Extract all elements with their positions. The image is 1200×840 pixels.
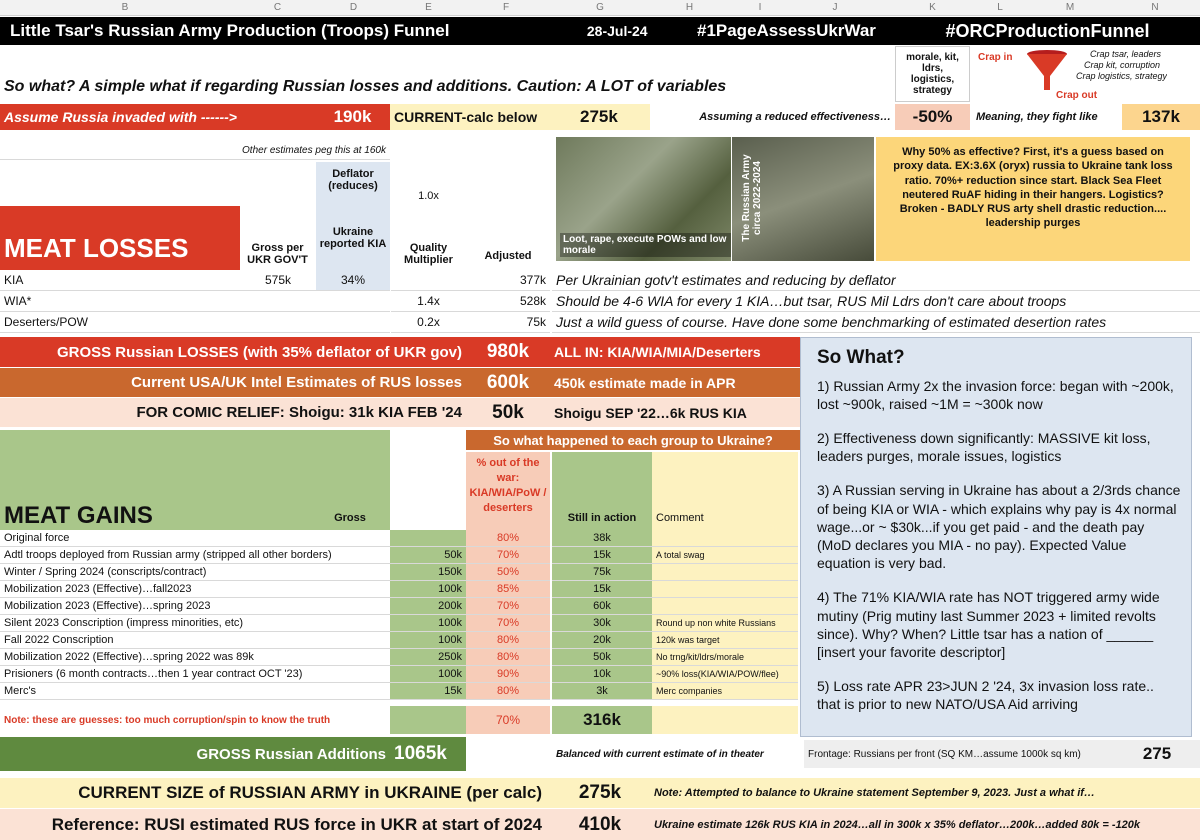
gross-losses-label: GROSS Russian LOSSES (with 35% deflator of UKR gov) xyxy=(0,337,466,367)
losses-rows xyxy=(0,270,1200,333)
gains-title: MEAT GAINS xyxy=(4,502,153,529)
table-row xyxy=(0,683,800,700)
losses-header-deflator: Ukraine reported KIA xyxy=(319,226,387,250)
title-bar xyxy=(0,17,895,45)
gain-still: 3k xyxy=(552,683,652,700)
intel-label: Current USA/UK Intel Estimates of RUS losses xyxy=(0,368,466,397)
loss-gross-wia xyxy=(240,291,316,312)
gain-still: 20k xyxy=(552,632,652,649)
loss-note-wia: Should be 4-6 WIA for every 1 KIA…but tsar, RUS Mil Ldrs don't care about troops xyxy=(552,291,1200,312)
gains-total-still: 316k xyxy=(552,706,652,734)
gain-comment xyxy=(652,530,798,547)
so-what-point-2: 2) Effectiveness down significantly: MASSIVE kit loss, leaders purges, morale issues, logistics xyxy=(817,430,1151,465)
rusi-label: Reference: RUSI estimated RUS force in UKR at start of 2024 xyxy=(0,809,550,840)
photo-side-text: The Russian Army circa 2022-2024 xyxy=(741,154,763,242)
current-calc-value: 275k xyxy=(550,104,650,130)
gain-still: 60k xyxy=(552,598,652,615)
reduced-label: Assuming a reduced effectiveness… xyxy=(699,111,891,123)
losses-header-quality-top: 1.0x xyxy=(418,190,439,202)
losses-title: MEAT LOSSES xyxy=(0,206,240,270)
comic-note: Shoigu SEP '22…6k RUS KIA xyxy=(550,398,800,427)
gain-comment xyxy=(652,598,798,615)
reduced-value: -50% xyxy=(895,104,970,130)
gain-comment: No trng/kit/ldrs/morale xyxy=(652,649,798,666)
table-row xyxy=(0,547,800,564)
current-calc-label: CURRENT-calc below xyxy=(390,104,550,130)
gains-header-gross: Gross xyxy=(334,512,366,524)
column-j[interactable]: J xyxy=(832,2,838,13)
loss-name-kia: KIA xyxy=(0,270,240,291)
gain-gross: 150k xyxy=(390,564,466,581)
column-i[interactable]: I xyxy=(758,2,762,13)
loss-name-deserters: Deserters/POW xyxy=(0,312,240,333)
meaning-value: 137k xyxy=(1122,104,1200,130)
so-what-point-4: 4) The 71% KIA/WIA rate has NOT triggered army wide mutiny (Prig mutiny last Summer 2023 + limited revolts since). Why? When? Little tsar has a nation of ______ [insert your favorite descriptor] xyxy=(817,589,1160,660)
gain-comment: 120k was target xyxy=(652,632,798,649)
gains-avg-pct: 70% xyxy=(466,706,550,734)
loss-adjusted-wia: 528k xyxy=(466,291,550,312)
why-note: Why 50% as effective? First, it's a guess based on proxy data. EX:3.6X (oryx) russia to Ukraine tank loss ratio. 70%+ reduction since start. Black Sea Fleet neutered RuAF hiding in their hangers. Logistics?Broken - BADLY RUS arty shell drastic reduction.... leadership purges xyxy=(876,137,1190,261)
gain-pct: 90% xyxy=(466,666,550,683)
frontage-value: 275 xyxy=(1114,740,1200,768)
gain-comment xyxy=(652,564,798,581)
gain-name: Mobilization 2023 (Effective)…fall2023 xyxy=(0,581,390,598)
photo-soldiers-loot xyxy=(556,137,731,261)
loss-adjusted-deserters: 75k xyxy=(466,312,550,333)
gains-header-still: Still in action xyxy=(552,452,652,530)
gain-pct: 70% xyxy=(466,615,550,632)
funnel-crap-out: Crap out xyxy=(1056,90,1098,101)
gain-gross: 15k xyxy=(390,683,466,700)
losses-header-deflator-top: Deflator (reduces) xyxy=(316,162,390,270)
table-row xyxy=(0,564,800,581)
gain-comment: A total swag xyxy=(652,547,798,564)
gains-gross-blank xyxy=(390,706,466,734)
gains-table xyxy=(0,530,800,700)
so-what-box xyxy=(800,337,1192,737)
gains-header-pct: % out of the war: KIA/WIA/PoW / deserters xyxy=(466,452,550,530)
gain-name: Prisioners (6 month contracts…then 1 year contract OCT '23) xyxy=(0,666,390,683)
hashtag-funnel: #ORCProductionFunnel xyxy=(895,17,1200,45)
gain-name: Mobilization 2022 (Effective)…spring 2022 was 89k xyxy=(0,649,390,666)
loss-note-kia: Per Ukrainian gotv't estimates and reducing by deflator xyxy=(552,270,1200,291)
loss-gross-kia: 575k xyxy=(240,270,316,291)
gain-still: 50k xyxy=(552,649,652,666)
gain-pct: 80% xyxy=(466,530,550,547)
gain-gross xyxy=(390,530,466,547)
gain-gross: 100k xyxy=(390,615,466,632)
assume-value: 190k xyxy=(315,104,390,130)
gain-gross: 200k xyxy=(390,598,466,615)
gain-gross: 100k xyxy=(390,581,466,598)
additions-label: GROSS Russian Additions xyxy=(0,737,390,771)
losses-header-quality: Quality Multiplier xyxy=(404,242,453,266)
table-row xyxy=(0,615,800,632)
frontage-label: Frontage: Russians per front (SQ KM…assume 1000k sq km) xyxy=(804,740,1114,768)
gain-gross: 50k xyxy=(390,547,466,564)
loss-deflator-kia: 34% xyxy=(316,270,390,291)
column-l[interactable]: L xyxy=(997,2,1003,13)
gain-pct: 70% xyxy=(466,547,550,564)
current-size-value: 275k xyxy=(550,778,650,808)
gain-still: 38k xyxy=(552,530,652,547)
gain-pct: 85% xyxy=(466,581,550,598)
gain-still: 30k xyxy=(552,615,652,632)
so-what-point-3: 3) A Russian serving in Ukraine has about a 2/3rds chance of being KIA or WIA - which explains why pay is 4x normal wage...or ~ $30k...if you get paid - and the death pay (MoD declares you MIA - no pay). Expected Value equation is very bad. xyxy=(817,482,1181,572)
gain-name: Fall 2022 Conscription xyxy=(0,632,390,649)
rusi-value: 410k xyxy=(550,809,650,840)
photo-caption: Loot, rape, execute POWs and low morale xyxy=(560,233,731,257)
gain-pct: 80% xyxy=(466,632,550,649)
gain-comment: ~90% loss(KIA/WIA/POW/flee) xyxy=(652,666,798,683)
page-title: Little Tsar's Russian Army Production (Troops) Funnel xyxy=(10,21,450,40)
funnel-graphic xyxy=(972,46,1200,102)
loss-adjusted-kia: 377k xyxy=(466,270,550,291)
column-f[interactable]: F xyxy=(502,2,510,13)
column-n[interactable]: N xyxy=(1151,2,1159,13)
gain-pct: 80% xyxy=(466,683,550,700)
loss-note-deserters: Just a wild guess of course. Have done some benchmarking of estimated desertion rates xyxy=(552,312,1200,333)
hashtag-assess: #1PageAssessUkrWar xyxy=(696,21,876,40)
gains-comment-blank xyxy=(652,706,798,734)
funnel-note-3: Crap logistics, strategy xyxy=(1076,71,1168,81)
gross-losses-value: 980k xyxy=(466,337,550,367)
gain-still: 15k xyxy=(552,547,652,564)
gain-name: Winter / Spring 2024 (conscripts/contract) xyxy=(0,564,390,581)
losses-header-gross: Gross per UKR GOV'T xyxy=(247,242,308,266)
losses-title-block xyxy=(0,162,240,270)
loss-name-wia: WIA* xyxy=(0,291,240,312)
other-estimates-note: Other estimates peg this at 160k xyxy=(0,142,390,160)
table-row xyxy=(0,666,800,683)
so-what-title: So What? xyxy=(817,347,905,368)
column-k[interactable]: K xyxy=(929,2,936,13)
loss-deflator-wia xyxy=(316,291,390,312)
loss-quality-wia: 1.4x xyxy=(391,291,466,312)
morale-box: morale, kit, ldrs, logistics, strategy xyxy=(895,46,970,102)
funnel-note-2: Crap kit, corruption xyxy=(1084,60,1161,70)
loss-quality-deserters: 0.2x xyxy=(391,312,466,333)
photo-soldier xyxy=(732,137,874,261)
assume-label: Assume Russia invaded with ------> xyxy=(0,104,315,130)
gain-comment xyxy=(652,581,798,598)
gain-name: Original force xyxy=(0,530,390,547)
column-header-bar xyxy=(0,0,1200,16)
loss-gross-deserters xyxy=(240,312,316,333)
gain-still: 10k xyxy=(552,666,652,683)
funnel-note-1: Crap tsar, leaders xyxy=(1090,49,1162,59)
gain-pct: 70% xyxy=(466,598,550,615)
column-e[interactable]: E xyxy=(425,2,432,13)
gross-losses-note: ALL IN: KIA/WIA/MIA/Deserters xyxy=(550,337,800,367)
page-date: 28-Jul-24 xyxy=(586,23,648,39)
gain-comment: Round up non white Russians xyxy=(652,615,798,632)
gain-name: Merc's xyxy=(0,683,390,700)
gain-still: 75k xyxy=(552,564,652,581)
comic-label: FOR COMIC RELIEF: Shoigu: 31k KIA FEB '24 xyxy=(0,398,466,427)
gain-pct: 80% xyxy=(466,649,550,666)
intel-note: 450k estimate made in APR xyxy=(550,368,800,397)
losses-header-adjusted: Adjusted xyxy=(484,250,532,262)
column-g[interactable]: G xyxy=(596,2,604,13)
so-what-point-1: 1) Russian Army 2x the invasion force: began with ~200k, lost ~900k, raised ~1M = ~300k now xyxy=(817,377,1174,412)
column-m[interactable]: M xyxy=(1065,2,1075,13)
gain-gross: 250k xyxy=(390,649,466,666)
current-size-label: CURRENT SIZE of RUSSIAN ARMY in UKRAINE (per calc) xyxy=(0,778,550,808)
loss-deflator-deserters xyxy=(316,312,390,333)
gains-title-block xyxy=(0,430,390,530)
gain-name: Mobilization 2023 (Effective)…spring 2023 xyxy=(0,598,390,615)
gain-comment: Merc companies xyxy=(652,683,798,700)
balanced-note: Balanced with current estimate of in theater xyxy=(556,748,764,760)
column-c[interactable]: C xyxy=(273,2,282,13)
additions-value: 1065k xyxy=(390,737,466,771)
gain-gross: 100k xyxy=(390,632,466,649)
so-what-line: So what? A simple what if regarding Russian losses and additions. Caution: A LOT of variables xyxy=(4,78,727,95)
so-what-point-5: 5) Loss rate APR 23>JUN 2 '24, 3x invasion loss rate.. that is prior to new NATO/USA Aid arriving xyxy=(817,678,1154,713)
meaning-label: Meaning, they fight like xyxy=(976,111,1098,123)
loss-quality-kia xyxy=(391,270,466,291)
intel-value: 600k xyxy=(466,368,550,397)
comic-value: 50k xyxy=(466,398,550,427)
table-row xyxy=(0,649,800,666)
column-d[interactable]: D xyxy=(349,2,358,13)
column-h[interactable]: H xyxy=(685,2,694,13)
gain-still: 15k xyxy=(552,581,652,598)
gains-so-what-header: So what happened to each group to Ukraine? xyxy=(466,430,800,450)
rusi-note: Ukraine estimate 126k RUS KIA in 2024…all in 300k x 35% deflator…200k…added 80k = -120k xyxy=(650,809,1200,840)
gains-header-comment: Comment xyxy=(652,452,798,530)
column-b[interactable]: B xyxy=(121,2,129,13)
gains-note: Note: these are guesses: too much corruption/spin to know the truth xyxy=(4,714,331,726)
gain-name: Adtl troops deployed from Russian army (stripped all other borders) xyxy=(0,547,390,564)
funnel-crap-in: Crap in xyxy=(978,52,1013,63)
table-row xyxy=(0,632,800,649)
current-size-note: Note: Attempted to balance to Ukraine statement September 9, 2023. Just a what if… xyxy=(650,778,1200,808)
funnel-icon xyxy=(1024,48,1070,94)
gain-gross: 100k xyxy=(390,666,466,683)
gain-pct: 50% xyxy=(466,564,550,581)
table-row xyxy=(0,598,800,615)
table-row xyxy=(0,581,800,598)
gain-name: Silent 2023 Conscription (impress minorities, etc) xyxy=(0,615,390,632)
table-row xyxy=(0,530,800,547)
